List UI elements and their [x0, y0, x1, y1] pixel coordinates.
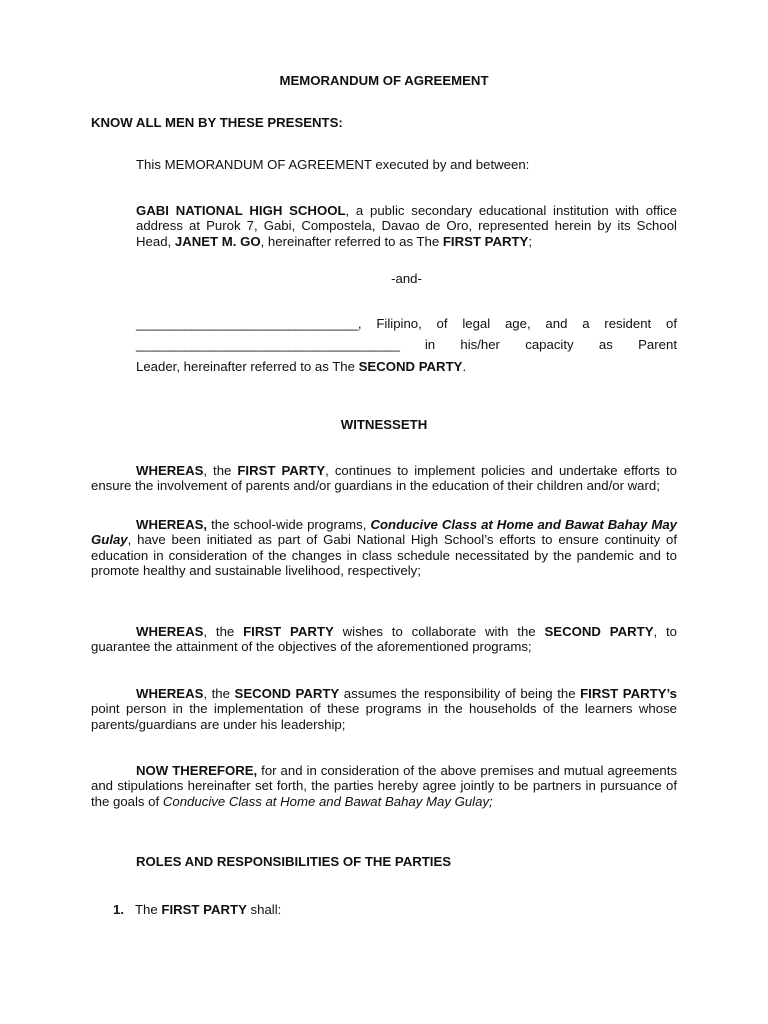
whereas-paragraph-4: WHEREAS, the SECOND PARTY assumes the responsibility of being the FIRST PARTY’s point person in the implementation of these programs in the households of the learners whose parents/guardians are under his leadership;: [91, 686, 677, 732]
roles-item-1: 1. The FIRST PARTY shall:: [113, 902, 282, 917]
whereas-paragraph-3: WHEREAS, the FIRST PARTY wishes to collaborate with the SECOND PARTY, to guarantee the attainment of the objectives of the aforementioned programs;: [91, 624, 678, 655]
whereas-paragraph-1: WHEREAS, the FIRST PARTY, continues to implement policies and undertake efforts to ensure the involvement of parents and/or guardians in the education of their children and/or ward;: [91, 463, 677, 494]
and-separator: -and-: [391, 271, 422, 286]
name-blank: ________________________________: [136, 316, 358, 331]
item-number: 1.: [113, 902, 124, 917]
first-party-paragraph: GABI NATIONAL HIGH SCHOOL, a public secondary educational institution with office address at Purok 7, Gabi, Compostela, Davao de Oro, represented herein by its School Head, JANET M. GO, hereinafter referred to as The FIRST PARTY;: [136, 203, 677, 249]
address-blank: ______________________________________: [136, 337, 400, 352]
second-party-line-3: Leader, hereinafter referred to as The SECOND PARTY.: [136, 359, 467, 374]
opening-line: KNOW ALL MEN BY THESE PRESENTS:: [91, 115, 343, 130]
now-therefore-paragraph: NOW THEREFORE, for and in consideration of the above premises and mutual agreements and stipulations hereinafter set forth, the parties hereby agree jointly to be partners in pursuance of the goals of Conducive Class at Home and Bawat Bahay May Gulay;: [91, 763, 677, 809]
intro-line: This MEMORANDUM OF AGREEMENT executed by and between:: [136, 157, 530, 172]
whereas-paragraph-2: WHEREAS, the school-wide programs, Conducive Class at Home and Bawat Bahay May Gulay, have been initiated as part of Gabi National High School’s efforts to ensure continuity of education in consideration of the changes in class schedule necessitated by the pandemic and to promote healthy and sustainable livelihood, respectively;: [91, 517, 677, 578]
second-party-line-1: ________________________________, Filipino, of legal age, and a resident of: [136, 316, 677, 331]
document-title: MEMORANDUM OF AGREEMENT: [279, 73, 489, 88]
second-party-line-2: ______________________________________ in his/her capacity as Parent: [136, 337, 677, 352]
roles-heading: ROLES AND RESPONSIBILITIES OF THE PARTIES: [136, 854, 452, 869]
witnesseth-heading: WITNESSETH: [340, 417, 428, 432]
